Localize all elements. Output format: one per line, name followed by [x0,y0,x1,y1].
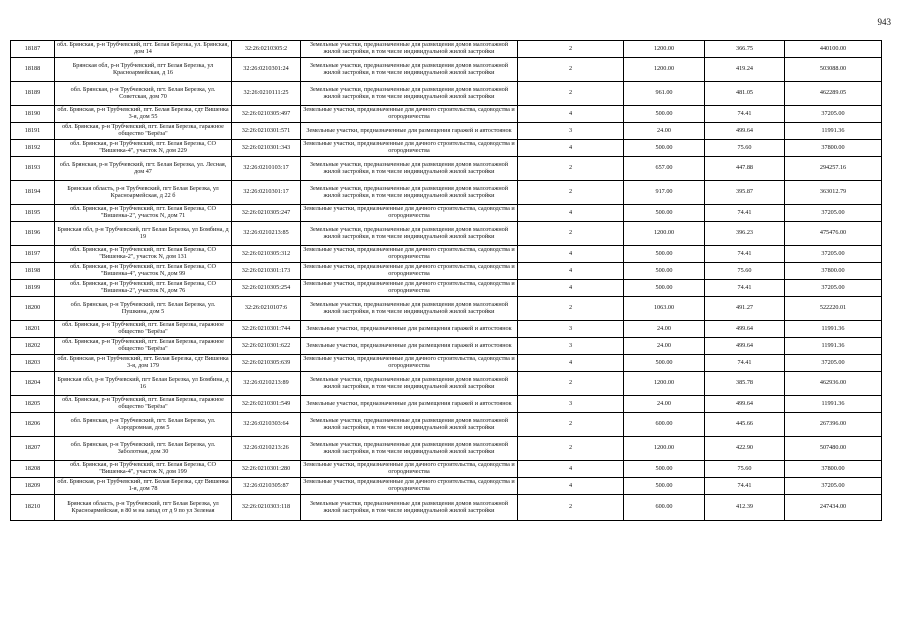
row-number-cell: 18189 [11,82,55,106]
unit-price-cell: 366.75 [705,41,785,58]
land-use-cell: Земельные участки, предназначенные для дачного строительства, садоводства и огородничества [301,140,518,157]
unit-price-cell: 481.05 [705,82,785,106]
unit-price-cell: 74.41 [705,478,785,495]
table-row [11,338,882,355]
cadastral-value-cell: 37205.00 [785,355,882,372]
cadastral-number-cell: 32:26:0210305:247 [232,205,301,222]
table-row [11,106,882,123]
row-number-cell: 18201 [11,321,55,338]
table-body [11,41,882,521]
address-cell: обл. Брянская, р-н Трубчевский, пгт. Белая Березка, СО "Вишенка-4", участок N, дом 99 [55,263,232,280]
cadastral-number-cell: 32:26:0210305:254 [232,280,301,297]
unit-price-cell: 74.41 [705,246,785,263]
land-use-cell: Земельные участки, предназначенные для размещения гаражей и автостоянок [301,338,518,355]
group-number-cell: 3 [518,321,624,338]
unit-price-cell: 74.41 [705,355,785,372]
cadastral-value-table [10,40,882,521]
cadastral-number-cell: 32:26:0210303:118 [232,495,301,521]
cadastral-value-cell: 37800.00 [785,461,882,478]
unit-price-cell: 499.64 [705,123,785,140]
cadastral-number-cell: 32:26:0210305:87 [232,478,301,495]
area-cell: 600.00 [624,413,705,437]
address-cell: обл. Брянская, р-н Трубчевский, пгт. Белая Березка, СО "Вишенка-2", участок N, дом 76 [55,280,232,297]
cadastral-value-cell: 11991.36 [785,123,882,140]
land-use-cell: Земельные участки, предназначенные для размещения домов малоэтажной жилой застройки, в том числе индивидуальной жилой застройки [301,297,518,321]
table-row [11,41,882,58]
land-use-cell: Земельные участки, предназначенные для дачного строительства, садоводства и огородничества [301,478,518,495]
area-cell: 500.00 [624,461,705,478]
row-number-cell: 18196 [11,222,55,246]
cadastral-value-cell: 11991.36 [785,338,882,355]
land-use-cell: Земельные участки, предназначенные для размещения домов малоэтажной жилой застройки, в том числе индивидуальной жилой застройки [301,41,518,58]
cadastral-value-cell: 11991.36 [785,396,882,413]
row-number-cell: 18206 [11,413,55,437]
row-number-cell: 18203 [11,355,55,372]
land-use-cell: Земельные участки, предназначенные для дачного строительства, садоводства и огородничества [301,355,518,372]
land-use-cell: Земельные участки, предназначенные для размещения гаражей и автостоянок [301,321,518,338]
cadastral-number-cell: 32:26:0210301:343 [232,140,301,157]
address-cell: обл. Брянская, р-н Трубчевский, пгт. Белая Березка, СО "Вишенка-4", участок N, дом 199 [55,461,232,478]
row-number-cell: 18204 [11,372,55,396]
cadastral-value-cell: 37205.00 [785,106,882,123]
address-cell: обл. Брянская, р-н Трубчевский, пгт. Белая Березка, СО "Вишенка-4", участок N, дом 229 [55,140,232,157]
unit-price-cell: 412.39 [705,495,785,521]
unit-price-cell: 447.88 [705,157,785,181]
area-cell: 24.00 [624,396,705,413]
land-use-cell: Земельные участки, предназначенные для размещения домов малоэтажной жилой застройки, в том числе индивидуальной жилой застройки [301,181,518,205]
area-cell: 1200.00 [624,222,705,246]
cadastral-number-cell: 32:26:0210305:312 [232,246,301,263]
cadastral-value-cell: 37800.00 [785,140,882,157]
land-use-cell: Земельные участки, предназначенные для размещения гаражей и автостоянок [301,123,518,140]
row-number-cell: 18198 [11,263,55,280]
row-number-cell: 18190 [11,106,55,123]
table-row [11,181,882,205]
area-cell: 1200.00 [624,437,705,461]
group-number-cell: 2 [518,297,624,321]
cadastral-number-cell: 32:26:0210305:497 [232,106,301,123]
cadastral-value-cell: 462936.00 [785,372,882,396]
group-number-cell: 3 [518,338,624,355]
cadastral-number-cell: 32:26:0210305:2 [232,41,301,58]
unit-price-cell: 74.41 [705,106,785,123]
unit-price-cell: 74.41 [705,280,785,297]
cadastral-value-cell: 522220.01 [785,297,882,321]
address-cell: обл. Брянская, р-н Трубчевский, пгт. Белая Березка, сдт Вишенка 1-я, дом 78 [55,478,232,495]
address-cell: Брянская обл, р-н Трубчевский, пгт Белая Березка, ул Красноармейская, д 16 [55,58,232,82]
cadastral-number-cell: 32:26:0210107:6 [232,297,301,321]
row-number-cell: 18187 [11,41,55,58]
group-number-cell: 2 [518,181,624,205]
group-number-cell: 2 [518,157,624,181]
group-number-cell: 2 [518,58,624,82]
area-cell: 657.00 [624,157,705,181]
group-number-cell: 4 [518,355,624,372]
unit-price-cell: 499.64 [705,338,785,355]
cadastral-number-cell: 32:26:0210111:25 [232,82,301,106]
unit-price-cell: 385.78 [705,372,785,396]
row-number-cell: 18207 [11,437,55,461]
unit-price-cell: 419.24 [705,58,785,82]
land-use-cell: Земельные участки, предназначенные для размещения домов малоэтажной жилой застройки, в том числе индивидуальной жилой застройки [301,372,518,396]
cadastral-value-cell: 503088.00 [785,58,882,82]
cadastral-value-cell: 294257.16 [785,157,882,181]
page-number: 943 [877,17,891,27]
cadastral-value-cell: 475476.00 [785,222,882,246]
area-cell: 24.00 [624,123,705,140]
cadastral-number-cell: 32:26:0210301:549 [232,396,301,413]
unit-price-cell: 499.64 [705,396,785,413]
land-use-cell: Земельные участки, предназначенные для дачного строительства, садоводства и огородничества [301,246,518,263]
group-number-cell: 4 [518,478,624,495]
cadastral-value-cell: 37205.00 [785,246,882,263]
table-row [11,58,882,82]
group-number-cell: 2 [518,413,624,437]
row-number-cell: 18197 [11,246,55,263]
address-cell: обл. Брянская, р-н Трубчевский, пгт. Белая Березка, ул. Советская, дом 70 [55,82,232,106]
land-use-cell: Земельные участки, предназначенные для размещения домов малоэтажной жилой застройки, в том числе индивидуальной жилой застройки [301,222,518,246]
address-cell: обл. Брянская, р-н Трубчевский, пгт. Белая Березка, ул. Брянская, дом 14 [55,41,232,58]
table-row [11,157,882,181]
group-number-cell: 4 [518,263,624,280]
group-number-cell: 4 [518,140,624,157]
row-number-cell: 18209 [11,478,55,495]
cadastral-value-cell: 440100.00 [785,41,882,58]
address-cell: обл. Брянская, р-н Трубчевский, пгт. Белая Березка, гаражное общество "Берёза" [55,321,232,338]
cadastral-value-cell: 37205.00 [785,205,882,222]
unit-price-cell: 395.87 [705,181,785,205]
table-row [11,495,882,521]
area-cell: 500.00 [624,355,705,372]
area-cell: 500.00 [624,280,705,297]
cadastral-value-cell: 363012.79 [785,181,882,205]
land-use-cell: Земельные участки, предназначенные для дачного строительства, садоводства и огородничества [301,106,518,123]
cadastral-value-cell: 462289.05 [785,82,882,106]
cadastral-number-cell: 32:26:0210301:571 [232,123,301,140]
address-cell: Брянская область, р-н Трубчевский, пгт Белая Березка, ул Красноармейская, в 80 м на запад от д 9 по ул Зеленая [55,495,232,521]
row-number-cell: 18199 [11,280,55,297]
address-cell: Брянская обл, р-н Трубчевский, пгт Белая Березка, ул Бомбина, д 16 [55,372,232,396]
group-number-cell: 2 [518,437,624,461]
table-row [11,140,882,157]
address-cell: обл. Брянская, р-н Трубчевский, пгт. Белая Березка, сдт Вишенка 3-я, дом 179 [55,355,232,372]
group-number-cell: 4 [518,461,624,478]
table-row [11,297,882,321]
area-cell: 1200.00 [624,41,705,58]
group-number-cell: 2 [518,372,624,396]
cadastral-number-cell: 32:26:0210301:622 [232,338,301,355]
row-number-cell: 18210 [11,495,55,521]
land-use-cell: Земельные участки, предназначенные для дачного строительства, садоводства и огородничества [301,280,518,297]
table-row [11,396,882,413]
table-row [11,321,882,338]
address-cell: обл. Брянская, р-н Трубчевский, пгт. Белая Березка, сдт Вишенка 3-я, дом 55 [55,106,232,123]
group-number-cell: 4 [518,246,624,263]
group-number-cell: 4 [518,205,624,222]
area-cell: 1200.00 [624,58,705,82]
address-cell: обл. Брянская, р-н Трубчевский, пгт. Белая Березка, СО "Вишенка-2", участок N, дом 71 [55,205,232,222]
cadastral-value-cell: 37205.00 [785,280,882,297]
row-number-cell: 18208 [11,461,55,478]
row-number-cell: 18202 [11,338,55,355]
table-row [11,478,882,495]
unit-price-cell: 75.60 [705,140,785,157]
group-number-cell: 4 [518,280,624,297]
land-use-cell: Земельные участки, предназначенные для размещения домов малоэтажной жилой застройки, в том числе индивидуальной жилой застройки [301,495,518,521]
row-number-cell: 18200 [11,297,55,321]
row-number-cell: 18191 [11,123,55,140]
cadastral-value-cell: 37800.00 [785,263,882,280]
cadastral-number-cell: 32:26:0210213:89 [232,372,301,396]
land-use-cell: Земельные участки, предназначенные для размещения гаражей и автостоянок [301,396,518,413]
area-cell: 24.00 [624,321,705,338]
unit-price-cell: 74.41 [705,205,785,222]
group-number-cell: 3 [518,396,624,413]
table-row [11,355,882,372]
land-use-cell: Земельные участки, предназначенные для размещения домов малоэтажной жилой застройки, в том числе индивидуальной жилой застройки [301,58,518,82]
row-number-cell: 18193 [11,157,55,181]
cadastral-number-cell: 32:26:0210301:24 [232,58,301,82]
area-cell: 500.00 [624,246,705,263]
row-number-cell: 18194 [11,181,55,205]
table-row [11,461,882,478]
cadastral-number-cell: 32:26:0210301:17 [232,181,301,205]
unit-price-cell: 422.90 [705,437,785,461]
table-row [11,123,882,140]
unit-price-cell: 396.23 [705,222,785,246]
area-cell: 500.00 [624,106,705,123]
cadastral-number-cell: 32:26:0210303:64 [232,413,301,437]
area-cell: 1063.00 [624,297,705,321]
group-number-cell: 2 [518,222,624,246]
table-row [11,205,882,222]
address-cell: обл. Брянская, р-н Трубчевский, пгт. Белая Березка, гаражное общество "Берёза" [55,396,232,413]
group-number-cell: 2 [518,82,624,106]
cadastral-number-cell: 32:26:0210301:744 [232,321,301,338]
table-row [11,372,882,396]
cadastral-value-cell: 507480.00 [785,437,882,461]
address-cell: обл. Брянская, р-н Трубчевский, пгт. Белая Березка, ул. Заболотная, дом 30 [55,437,232,461]
group-number-cell: 3 [518,123,624,140]
area-cell: 917.00 [624,181,705,205]
area-cell: 24.00 [624,338,705,355]
cadastral-number-cell: 32:26:0210305:639 [232,355,301,372]
address-cell: Брянская обл, р-н Трубчевский, пгт Белая Березка, ул Бомбина, д 19 [55,222,232,246]
row-number-cell: 18205 [11,396,55,413]
cadastral-number-cell: 32:26:0210213:26 [232,437,301,461]
row-number-cell: 18195 [11,205,55,222]
address-cell: обл. Брянская, р-н Трубчевский, пгт. Белая Березка, ул. Аэродромная, дом 5 [55,413,232,437]
address-cell: обл. Брянская, р-н Трубчевский, пгт. Белая Березка, гаражное общество "Берёза" [55,338,232,355]
area-cell: 600.00 [624,495,705,521]
area-cell: 500.00 [624,205,705,222]
cadastral-number-cell: 32:26:0210301:173 [232,263,301,280]
table-row [11,413,882,437]
unit-price-cell: 499.64 [705,321,785,338]
table-row [11,263,882,280]
area-cell: 1200.00 [624,372,705,396]
land-use-cell: Земельные участки, предназначенные для размещения домов малоэтажной жилой застройки, в том числе индивидуальной жилой застройки [301,82,518,106]
land-use-cell: Земельные участки, предназначенные для размещения домов малоэтажной жилой застройки, в том числе индивидуальной жилой застройки [301,157,518,181]
cadastral-value-cell: 267396.00 [785,413,882,437]
table-row [11,82,882,106]
land-use-cell: Земельные участки, предназначенные для дачного строительства, садоводства и огородничества [301,263,518,280]
table-row [11,280,882,297]
land-use-cell: Земельные участки, предназначенные для размещения домов малоэтажной жилой застройки, в том числе индивидуальной жилой застройки [301,437,518,461]
cadastral-value-cell: 247434.00 [785,495,882,521]
cadastral-number-cell: 32:26:0210301:280 [232,461,301,478]
group-number-cell: 4 [518,106,624,123]
land-use-cell: Земельные участки, предназначенные для размещения домов малоэтажной жилой застройки, в том числе индивидуальной жилой застройки [301,413,518,437]
cadastral-value-cell: 37205.00 [785,478,882,495]
land-use-cell: Земельные участки, предназначенные для дачного строительства, садоводства и огородничества [301,205,518,222]
row-number-cell: 18192 [11,140,55,157]
area-cell: 500.00 [624,140,705,157]
address-cell: обл. Брянская, р-н Трубчевский, пгт. Белая Березка, ул. Лесная, дом 47 [55,157,232,181]
table-row [11,437,882,461]
land-use-cell: Земельные участки, предназначенные для дачного строительства, садоводства и огородничества [301,461,518,478]
unit-price-cell: 491.27 [705,297,785,321]
address-cell: Брянская область, р-н Трубчевский, пгт Белая Березка, ул Красноармейская, д 22 б [55,181,232,205]
area-cell: 500.00 [624,478,705,495]
address-cell: обл. Брянская, р-н Трубчевский, пгт. Белая Березка, СО "Вишенка-2", участок N, дом 131 [55,246,232,263]
address-cell: обл. Брянская, р-н Трубчевский, пгт. Белая Березка, гаражное общество "Берёза" [55,123,232,140]
cadastral-number-cell: 32:26:0210213:85 [232,222,301,246]
unit-price-cell: 445.66 [705,413,785,437]
row-number-cell: 18188 [11,58,55,82]
address-cell: обл. Брянская, р-н Трубчевский, пгт. Белая Березка, ул. Пушкина, дом 5 [55,297,232,321]
group-number-cell: 2 [518,41,624,58]
cadastral-value-cell: 11991.36 [785,321,882,338]
cadastral-number-cell: 32:26:0210103:17 [232,157,301,181]
area-cell: 500.00 [624,263,705,280]
area-cell: 961.00 [624,82,705,106]
table-row [11,222,882,246]
table-row [11,246,882,263]
unit-price-cell: 75.60 [705,263,785,280]
group-number-cell: 2 [518,495,624,521]
unit-price-cell: 75.60 [705,461,785,478]
